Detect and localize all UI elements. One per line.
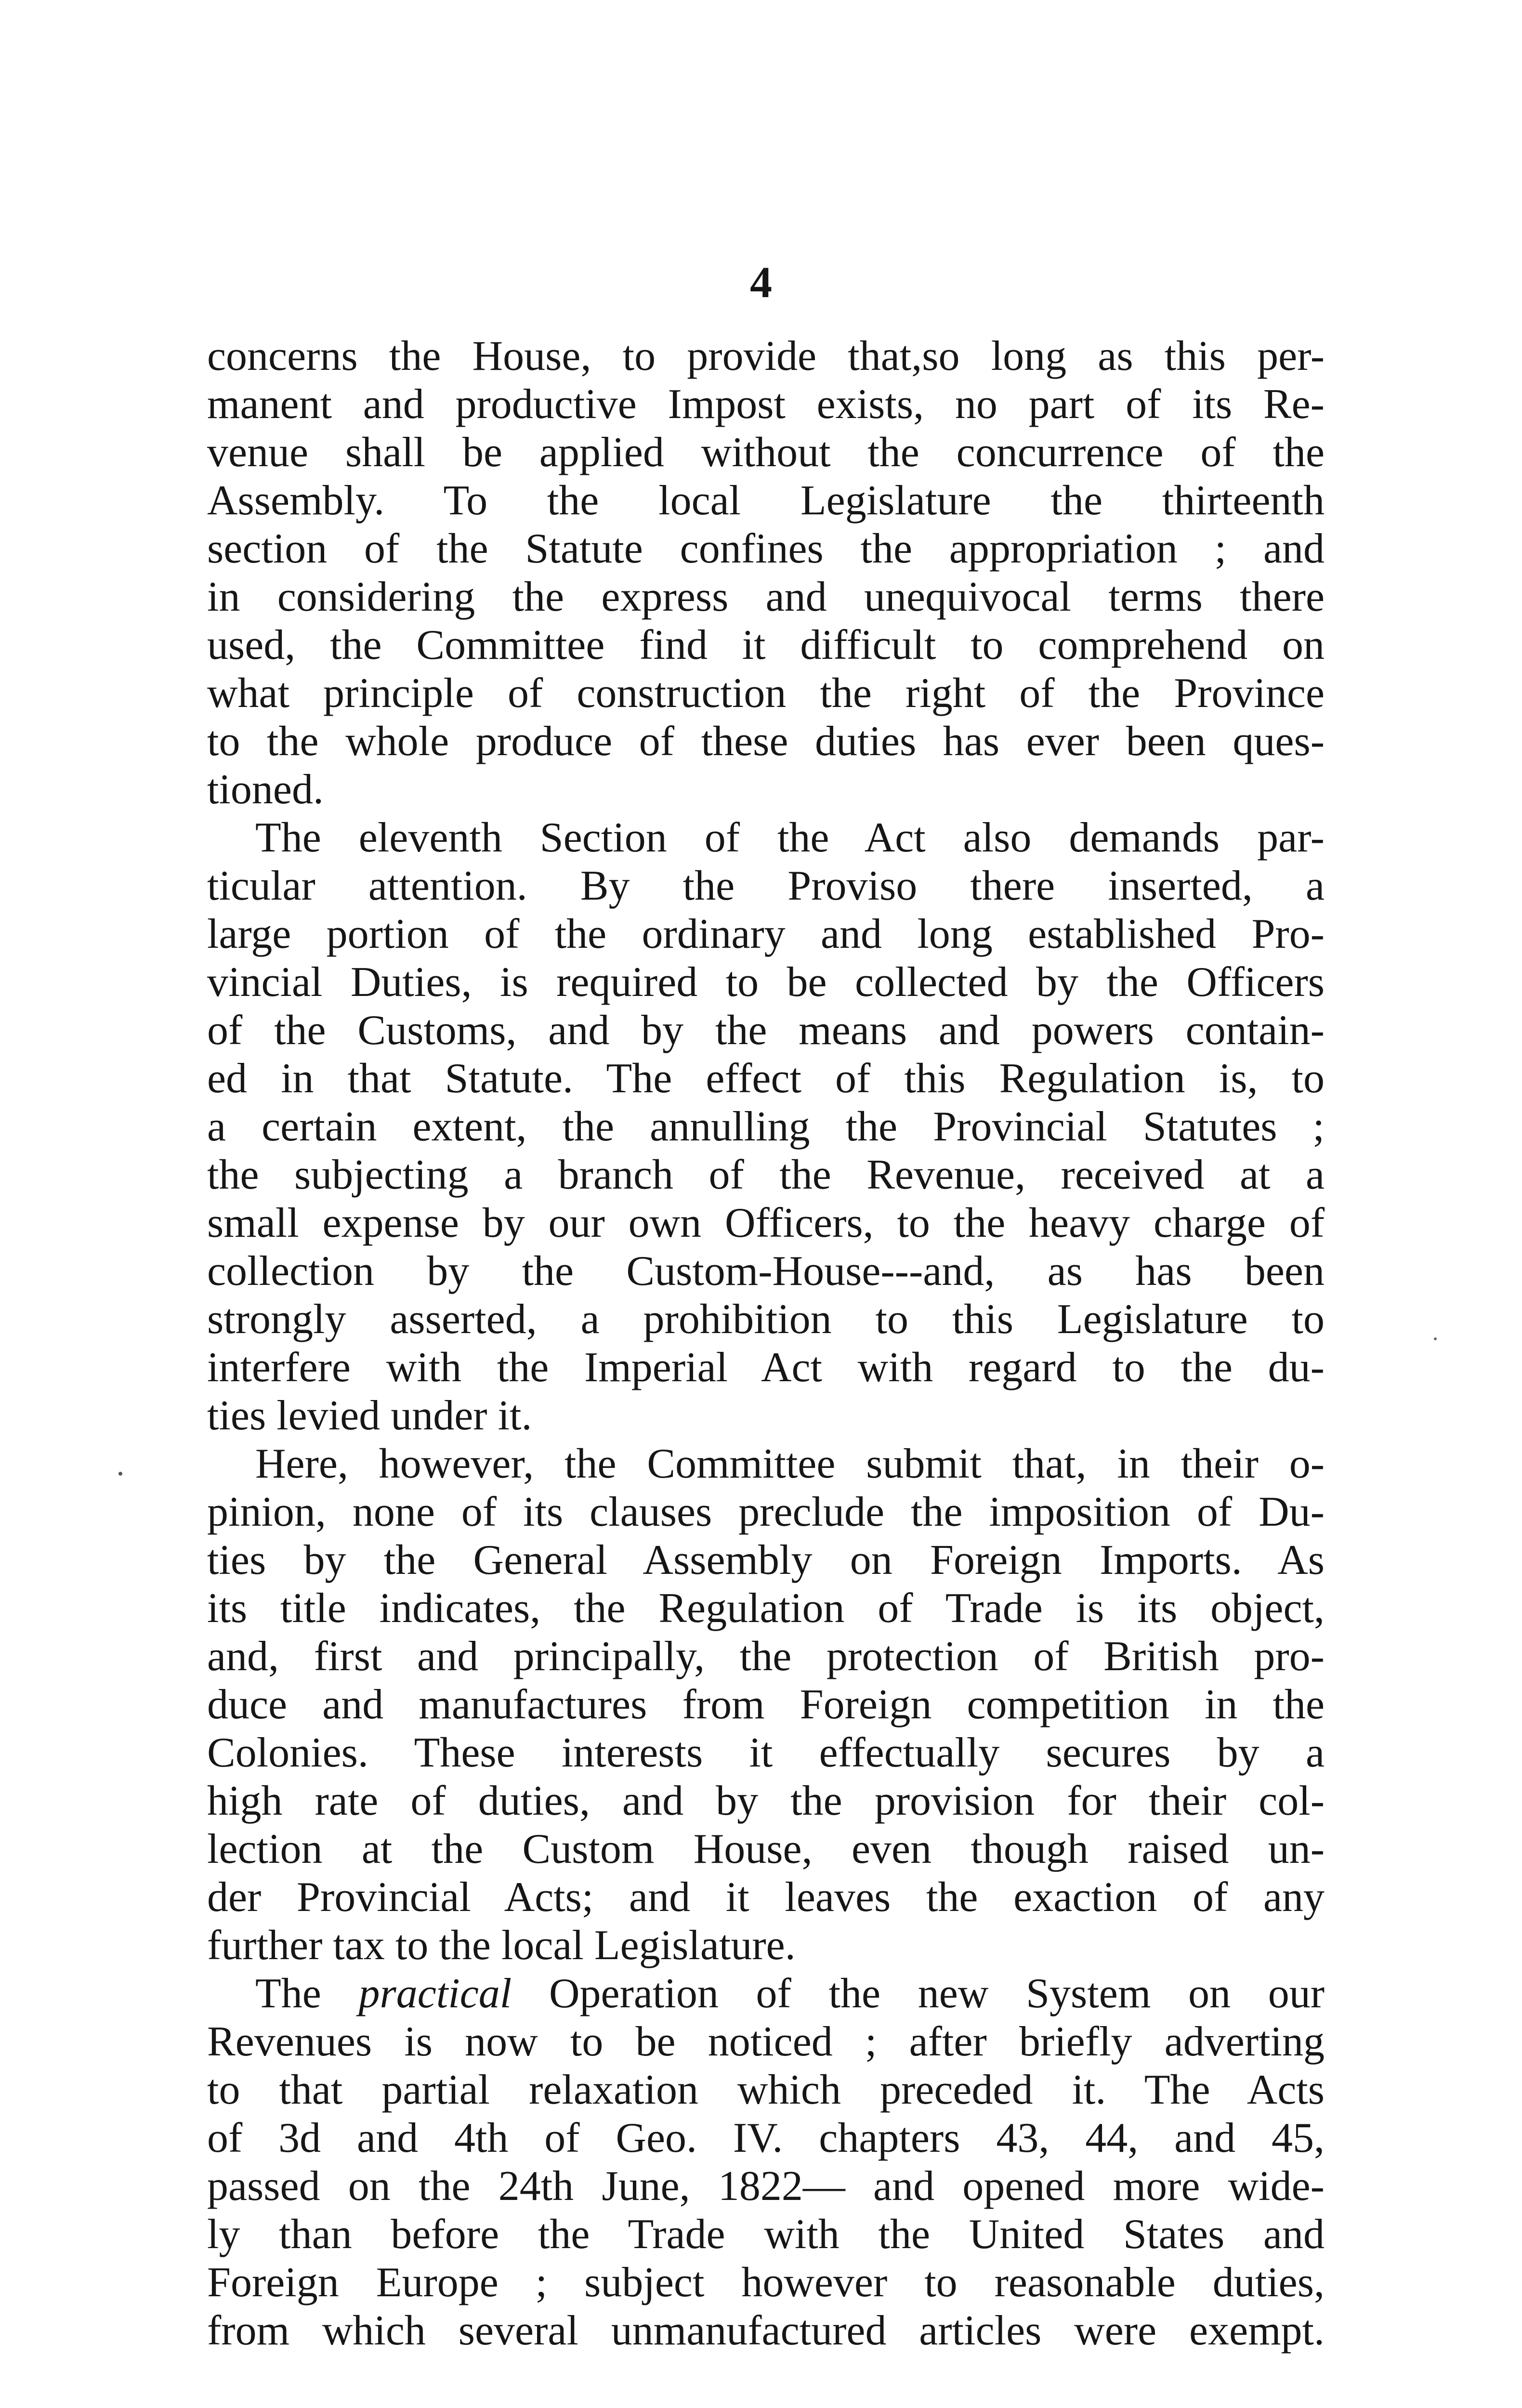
- italic-word: practical: [358, 1970, 512, 2017]
- text-line: small expense by our own Officers, to the heavy charge of: [207, 1200, 1325, 1246]
- text-line: ties levied under it.: [207, 1392, 532, 1439]
- paragraph-first-line: Here, however, the Committee submit that, in their o-: [255, 1440, 1325, 1487]
- text-line: collection by the Custom-House---and, as has been: [207, 1248, 1325, 1295]
- line-segment: The: [255, 1970, 359, 2017]
- text-line: Colonies. These interests it effectually secures by a: [207, 1729, 1325, 1776]
- text-line: passed on the 24th June, 1822— and opened more wide-: [207, 2163, 1325, 2210]
- text-line: Revenues is now to be noticed ; after briefly adverting: [207, 2018, 1325, 2065]
- text-line: interfere with the Imperial Act with regard to the du-: [207, 1344, 1325, 1391]
- text-line: large portion of the ordinary and long established Pro-: [207, 911, 1325, 957]
- text-line: a certain extent, the annulling the Provincial Statutes ;: [207, 1103, 1325, 1150]
- text-line: strongly asserted, a prohibition to this Legislature to: [207, 1296, 1325, 1343]
- text-line: further tax to the local Legislature.: [207, 1922, 796, 1969]
- text-line: the subjecting a branch of the Revenue, received at a: [207, 1152, 1325, 1198]
- text-line: and, first and principally, the protection of British pro-: [207, 1633, 1325, 1680]
- text-line: vincial Duties, is required to be collected by the Officers: [207, 959, 1325, 1006]
- text-line: der Provincial Acts; and it leaves the exaction of any: [207, 1874, 1325, 1921]
- line-segment: Operation of the new System on our: [512, 1970, 1325, 2017]
- paragraph-first-line: The eleventh Section of the Act also demands par-: [255, 814, 1325, 861]
- text-line: venue shall be applied without the concurrence of the: [207, 429, 1325, 476]
- text-line: high rate of duties, and by the provision for their col-: [207, 1778, 1325, 1824]
- text-line: ly than before the Trade with the United States and: [207, 2211, 1325, 2258]
- ink-speck: [1434, 1337, 1437, 1340]
- text-line: tioned.: [207, 766, 324, 813]
- page-number: 4: [750, 258, 772, 307]
- text-line: concerns the House, to provide that,so long as this per-: [207, 333, 1325, 380]
- text-line: its title indicates, the Regulation of Trade is its object,: [207, 1585, 1325, 1632]
- text-line: used, the Committee find it difficult to comprehend on: [207, 622, 1325, 668]
- text-line: ties by the General Assembly on Foreign Imports. As: [207, 1537, 1325, 1584]
- text-line: Foreign Europe ; subject however to reasonable duties,: [207, 2259, 1325, 2306]
- text-line: what principle of construction the right of the Province: [207, 670, 1325, 717]
- text-line: to the whole produce of these duties has ever been ques-: [207, 718, 1325, 765]
- text-line: ticular attention. By the Proviso there inserted, a: [207, 863, 1325, 909]
- ink-speck: [118, 1472, 122, 1476]
- text-line: manent and productive Impost exists, no part of its Re-: [207, 381, 1325, 428]
- text-line: duce and manufactures from Foreign competition in the: [207, 1681, 1325, 1728]
- text-line: Assembly. To the local Legislature the thirteenth: [207, 477, 1325, 524]
- text-line: of the Customs, and by the means and powers contain-: [207, 1007, 1325, 1054]
- text-line: in considering the express and unequivocal terms there: [207, 574, 1325, 620]
- text-line: of 3d and 4th of Geo. IV. chapters 43, 44, and 45,: [207, 2115, 1325, 2161]
- text-line: from which several unmanufactured articles were exempt.: [207, 2307, 1325, 2354]
- text-line: to that partial relaxation which preceded it. The Acts: [207, 2067, 1325, 2113]
- text-line: section of the Statute confines the appropriation ; and: [207, 525, 1325, 572]
- text-line: ed in that Statute. The effect of this Regulation is, to: [207, 1055, 1325, 1102]
- text-line: pinion, none of its clauses preclude the imposition of Du-: [207, 1489, 1325, 1535]
- text-line: lection at the Custom House, even though raised un-: [207, 1826, 1325, 1872]
